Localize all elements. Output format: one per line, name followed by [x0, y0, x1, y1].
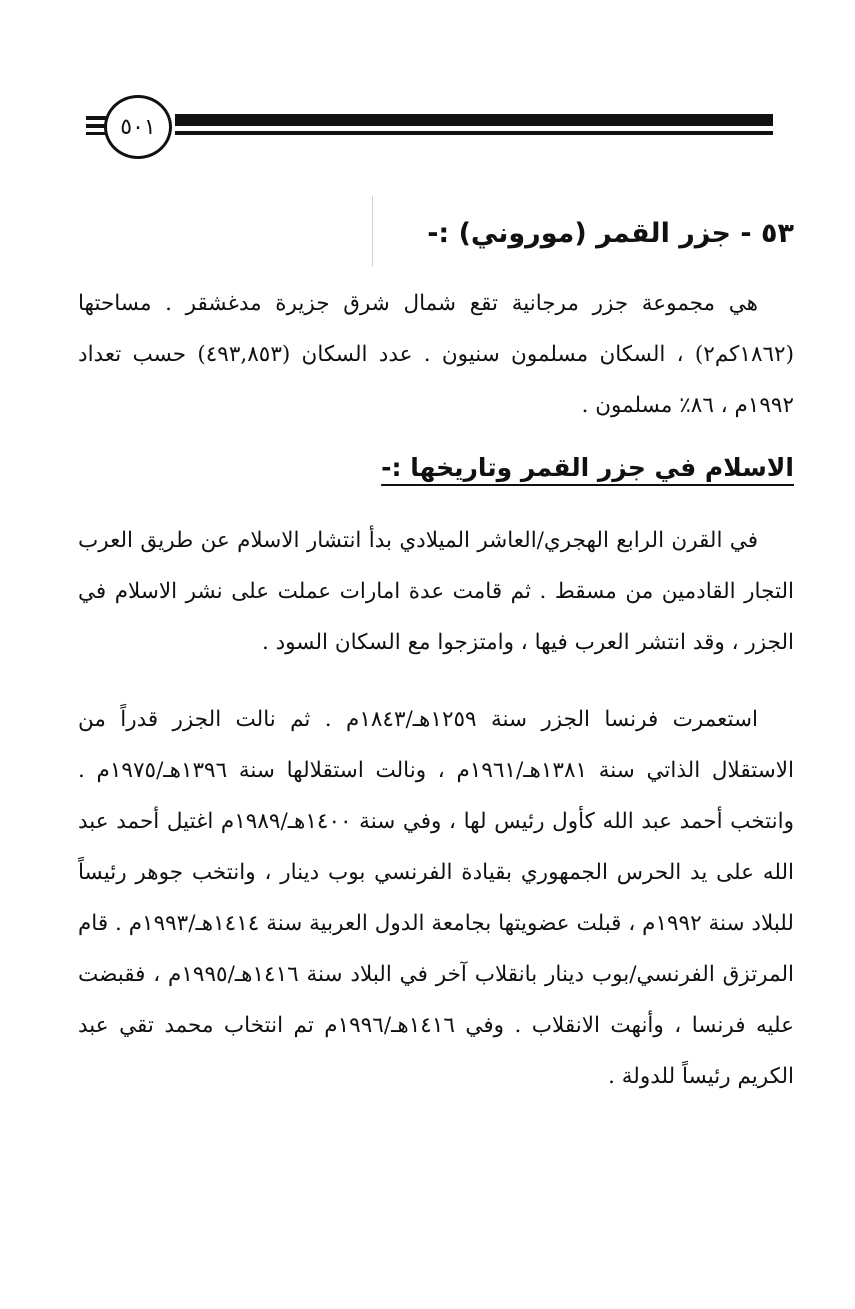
page-number: ٥٠١	[104, 95, 172, 159]
page-body	[78, 198, 794, 1102]
intro-paragraph: هي مجموعة جزر مرجانية تقع شمال شرق جزيرة مدغشقر . مساحتها (١٨٦٢كم٢) ، السكان مسلمون سنيون . عدد السكان (٤٩٣,٨٥٣) حسب تعداد ١٩٩٢م ، ٨٦٪ مسلمون .	[78, 291, 794, 418]
history-paragraph-1: في القرن الرابع الهجري/العاشر الميلادي بدأ انتشار الاسلام عن طريق العرب التجار القادمين من مسقط . ثم قامت عدة امارات عملت على نشر الاسلام في الجزر ، وقد انتشر العرب فيها ، وامتزجوا مع السكان السود .	[78, 528, 794, 655]
history-paragraph-2: استعمرت فرنسا الجزر سنة ١٢٥٩هـ/١٨٤٣م . ثم نالت الجزر قدراً من الاستقلال الذاتي سنة ١٣٨١هـ/١٩٦١م ، ونالت استقلالها سنة ١٣٩٦هـ/١٩٧٥م . وانتخب أحمد عبد الله كأول رئيس لها ، وفي سنة ١٤٠٠هـ/١٩٨٩م اغتيل أحمد عبد الله على يد الحرس الجمهوري بقيادة الفرنسي بوب دينار ، وانتخب جوهر رئيساً للبلاد سنة ١٩٩٢م ، قبلت عضويتها بجامعة الدول العربية سنة ١٤١٤هـ/١٩٩٣م . قام المرتزق الفرنسي/بوب دينار بانقلاب آخر في البلاد سنة ١٤١٦هـ/١٩٩٥م ، فقبضت عليه فرنسا ، وأنهت الانقلاب . وفي ١٤١٦هـ/١٩٩٦م تم انتخاب محمد تقي عبد الكريم رئيساً للدولة .	[78, 707, 794, 1089]
section-heading: ٥٣ - جزر القمر (موروني) :-	[427, 218, 794, 249]
header-rule-thick	[175, 114, 773, 126]
page-header	[0, 0, 855, 200]
subheading-wrap	[78, 445, 794, 491]
header-rule-thin	[175, 131, 773, 135]
section-subheading: الاسلام في جزر القمر وتاريخها :-	[381, 453, 794, 482]
